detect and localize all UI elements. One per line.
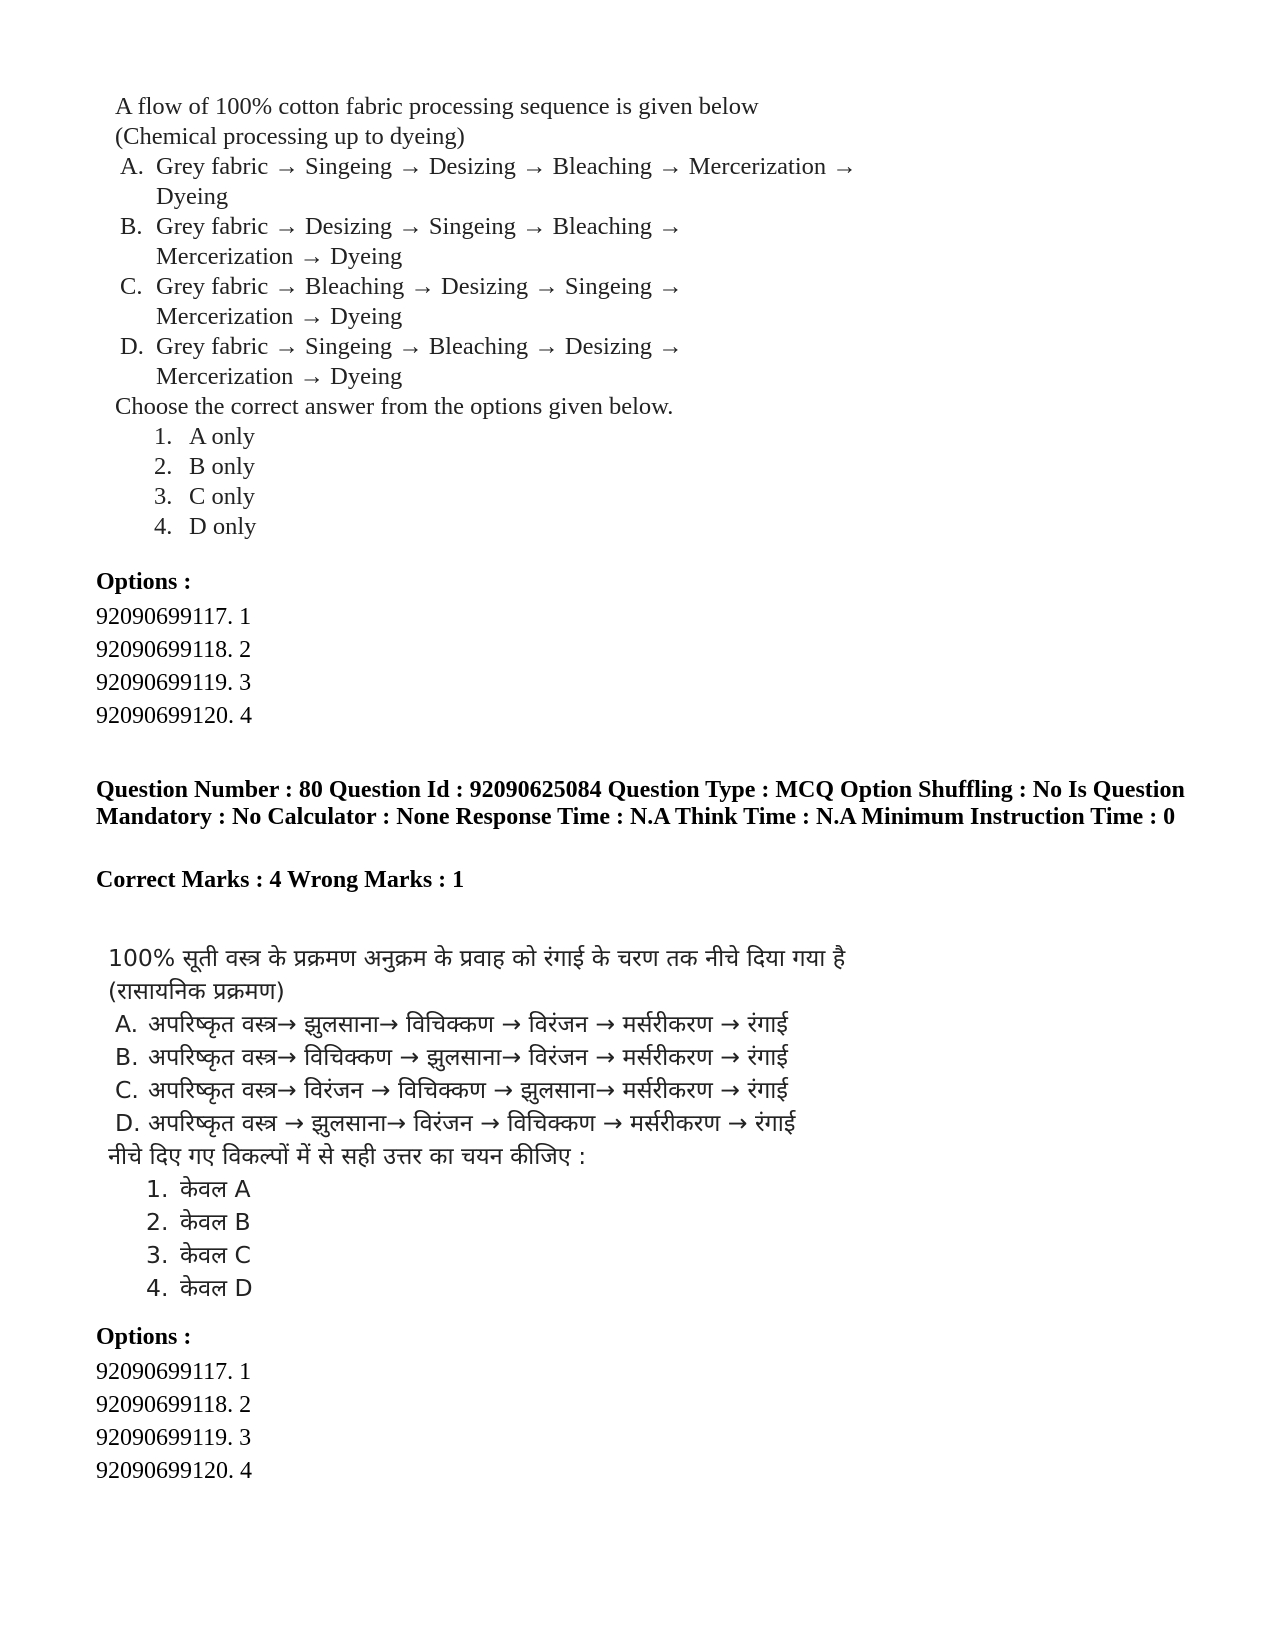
choice-text: C only bbox=[189, 483, 256, 510]
question-english bbox=[115, 92, 1015, 542]
statement-text: अपरिष्कृत वस्त्र → झुलसाना→ विरंजन → विचिक्कण → मर्सरीकरण → रंगाई bbox=[148, 1109, 796, 1137]
statement-a bbox=[108, 1008, 1008, 1041]
statement-text: Grey fabric → Singeing → Desizing → Bleaching → Mercerization → bbox=[156, 153, 857, 180]
statement-text: Mercerization → Dyeing bbox=[156, 363, 403, 390]
option-item: 92090699118. 2 bbox=[96, 637, 252, 663]
statement-label: A. bbox=[115, 1010, 139, 1038]
statement-text: Grey fabric → Desizing → Singeing → Bleaching → bbox=[156, 213, 683, 240]
statement-text: अपरिष्कृत वस्त्र→ विरंजन → विचिक्कण → झुलसाना→ मर्सरीकरण → रंगाई bbox=[148, 1076, 788, 1104]
answer-choice bbox=[146, 1239, 1008, 1272]
statement-label: A. bbox=[120, 153, 144, 180]
option-item: 92090699118. 2 bbox=[96, 1392, 252, 1418]
statement-text: Grey fabric → Singeing → Bleaching → Desizing → bbox=[156, 333, 683, 360]
option-item: 92090699117. 1 bbox=[96, 1359, 252, 1385]
statement-c bbox=[108, 1074, 1008, 1107]
statement-a bbox=[115, 152, 1015, 212]
statement-text: अपरिष्कृत वस्त्र→ झुलसाना→ विचिक्कण → विरंजन → मर्सरीकरण → रंगाई bbox=[148, 1010, 788, 1038]
answer-choices bbox=[115, 422, 1015, 542]
question-hindi bbox=[108, 942, 1008, 1305]
statement-text: Mercerization → Dyeing bbox=[156, 303, 403, 330]
choice-text: D only bbox=[189, 513, 257, 540]
statement-b bbox=[115, 212, 1015, 272]
question-prompt: Choose the correct answer from the options given below. bbox=[115, 393, 674, 420]
options-heading: Options : bbox=[96, 1324, 192, 1350]
statement-text: Mercerization → Dyeing bbox=[156, 243, 403, 270]
choice-number: 3. bbox=[154, 483, 173, 510]
choice-text: केवल D bbox=[180, 1274, 253, 1302]
choice-number: 2. bbox=[154, 453, 173, 480]
question-intro-line: (Chemical processing up to dyeing) bbox=[115, 123, 465, 150]
question-metadata: Question Number : 80 Question Id : 92090625084 Question Type : MCQ Option Shuffling : No Is Question Mandatory : No Calculator : None Response Time : N.A Think Time : N.A Minimum Instruction Time : 0 bbox=[96, 777, 1185, 830]
options-heading: Options : bbox=[96, 569, 192, 595]
statement-text: अपरिष्कृत वस्त्र→ विचिक्कण → झुलसाना→ विरंजन → मर्सरीकरण → रंगाई bbox=[148, 1043, 788, 1071]
options-list bbox=[96, 569, 252, 733]
statement-label: B. bbox=[120, 213, 143, 240]
statement-text: Dyeing bbox=[156, 183, 229, 210]
choice-text: B only bbox=[189, 453, 256, 480]
answer-choices bbox=[108, 1173, 1008, 1305]
statement-label: D. bbox=[115, 1109, 141, 1137]
choice-text: केवल B bbox=[180, 1208, 251, 1236]
answer-choice bbox=[154, 482, 1015, 512]
question-marks: Correct Marks : 4 Wrong Marks : 1 bbox=[96, 867, 465, 893]
choice-number: 4. bbox=[154, 513, 173, 540]
answer-choice bbox=[146, 1206, 1008, 1239]
choice-number: 4. bbox=[146, 1274, 169, 1302]
question-intro-line: (रासायनिक प्रक्रमण) bbox=[108, 977, 285, 1005]
choice-text: केवल A bbox=[180, 1175, 251, 1203]
answer-choice bbox=[154, 452, 1015, 482]
statement-label: C. bbox=[120, 273, 143, 300]
statement-label: C. bbox=[115, 1076, 139, 1104]
statement-label: B. bbox=[115, 1043, 139, 1071]
answer-choice bbox=[146, 1272, 1008, 1305]
question-intro-line: A flow of 100% cotton fabric processing sequence is given below bbox=[115, 93, 759, 120]
question-prompt: नीचे दिए गए विकल्पों में से सही उत्तर का चयन कीजिए : bbox=[108, 1142, 587, 1170]
answer-choice bbox=[146, 1173, 1008, 1206]
options-list bbox=[96, 1324, 252, 1488]
choice-text: केवल C bbox=[180, 1241, 251, 1269]
choice-number: 1. bbox=[154, 423, 173, 450]
option-item: 92090699119. 3 bbox=[96, 1425, 252, 1451]
statement-b bbox=[108, 1041, 1008, 1074]
statement-d bbox=[108, 1107, 1008, 1140]
choice-text: A only bbox=[189, 423, 256, 450]
statement-c bbox=[115, 272, 1015, 332]
statement-d bbox=[115, 332, 1015, 392]
option-item: 92090699119. 3 bbox=[96, 670, 252, 696]
question-intro-line: 100% सूती वस्त्र के प्रक्रमण अनुक्रम के प्रवाह को रंगाई के चरण तक नीचे दिया गया है bbox=[108, 944, 846, 972]
choice-number: 2. bbox=[146, 1208, 169, 1236]
choice-number: 1. bbox=[146, 1175, 169, 1203]
option-item: 92090699120. 4 bbox=[96, 1458, 252, 1484]
answer-choice bbox=[154, 512, 1015, 542]
statement-text: Grey fabric → Bleaching → Desizing → Singeing → bbox=[156, 273, 683, 300]
choice-number: 3. bbox=[146, 1241, 169, 1269]
answer-choice bbox=[154, 422, 1015, 452]
option-item: 92090699120. 4 bbox=[96, 703, 252, 729]
statement-label: D. bbox=[120, 333, 144, 360]
option-item: 92090699117. 1 bbox=[96, 604, 252, 630]
